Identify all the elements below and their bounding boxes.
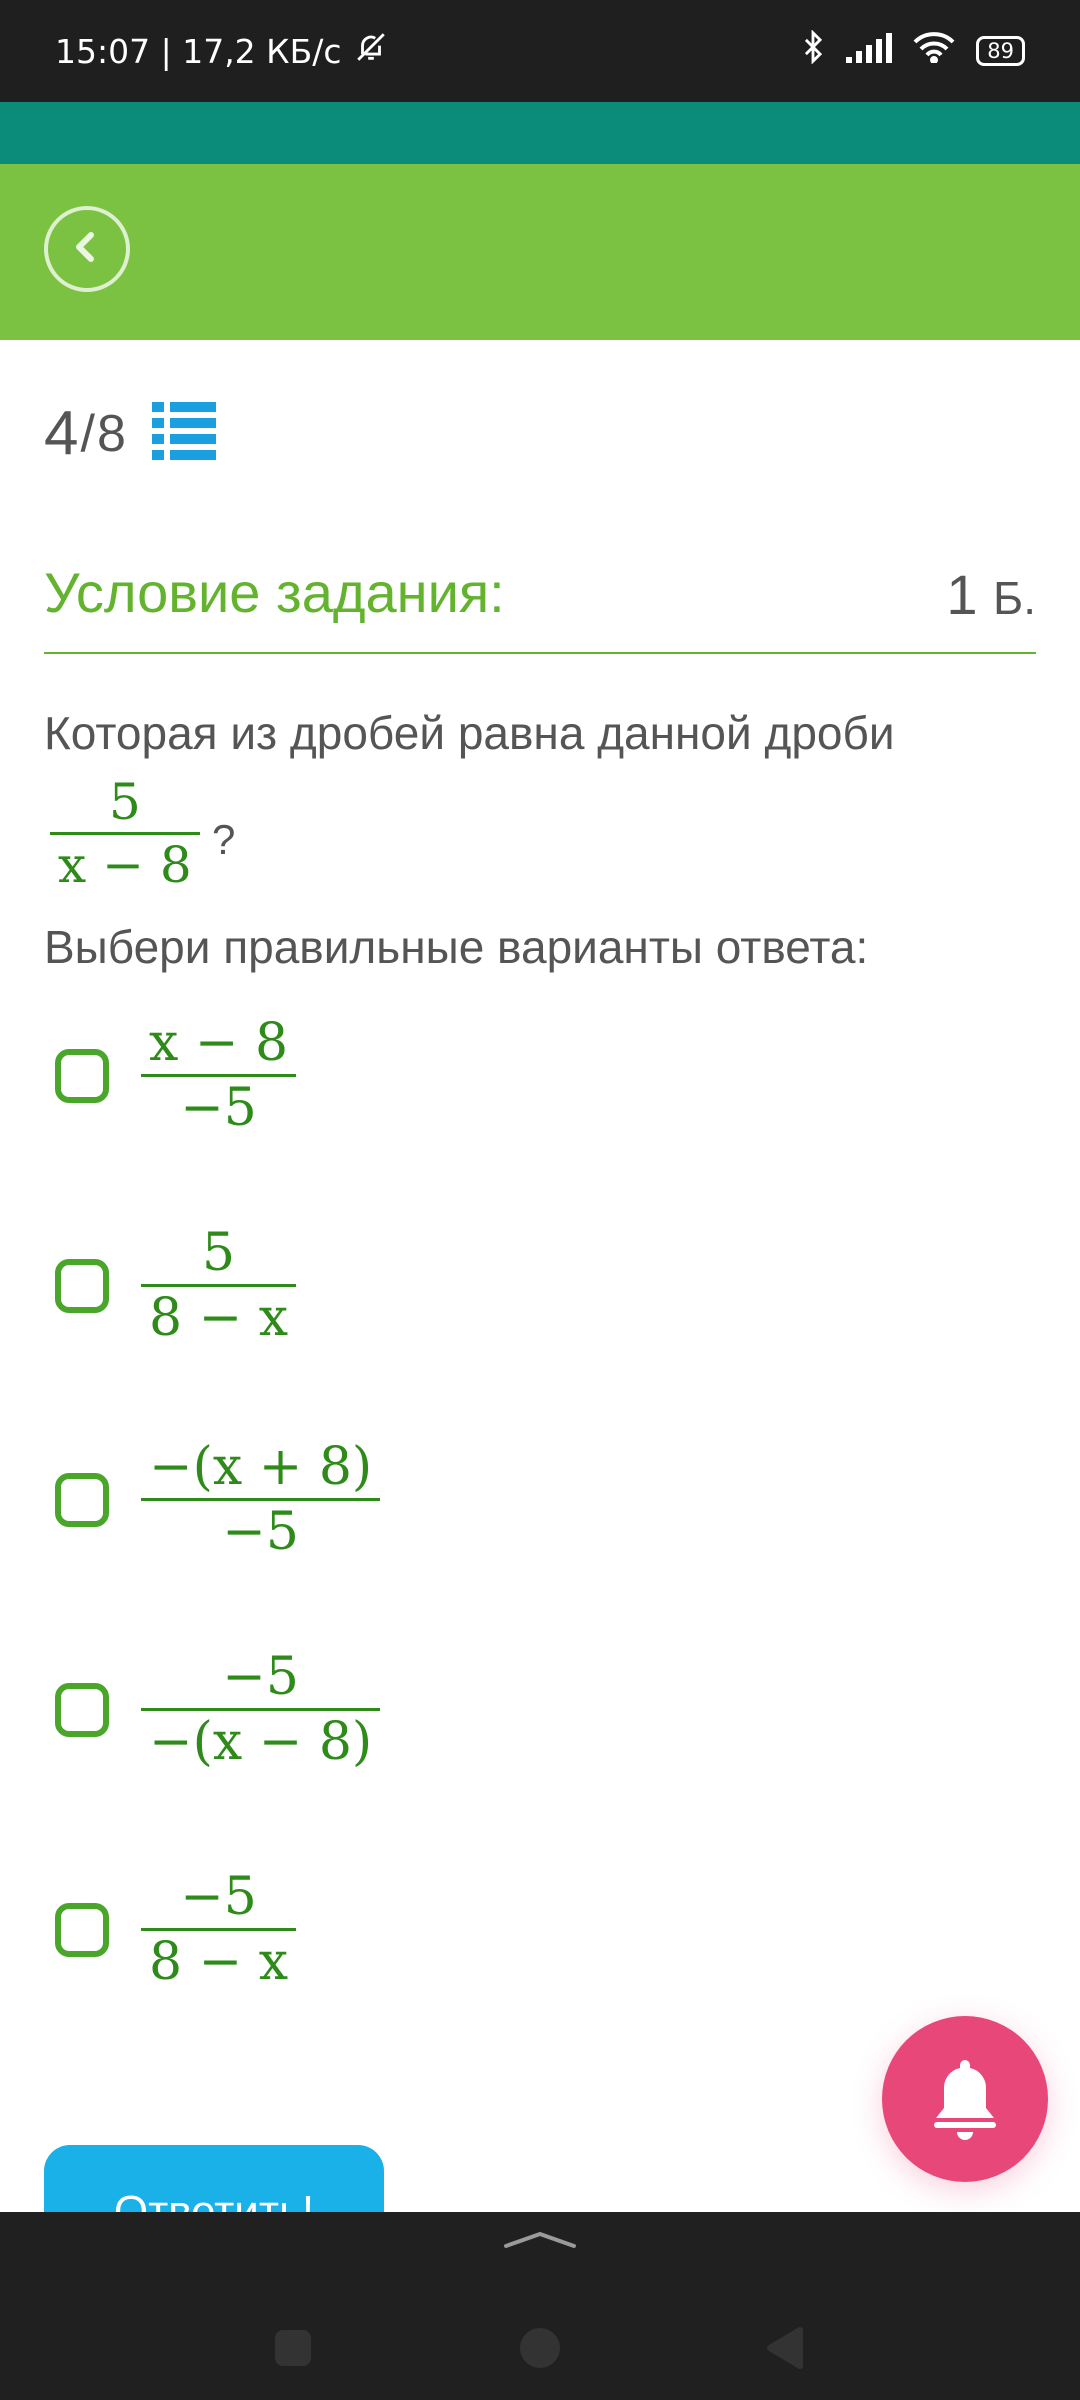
signal-icon xyxy=(846,32,892,71)
progress-current: 4 xyxy=(44,399,79,468)
checkbox[interactable] xyxy=(55,1683,109,1737)
notification-button[interactable] xyxy=(882,2016,1048,2182)
battery-icon: 89 xyxy=(976,36,1025,66)
answer-option-5[interactable] xyxy=(55,1866,296,1994)
bell-icon xyxy=(920,2052,1010,2147)
checkbox[interactable] xyxy=(55,1049,109,1103)
option-numerator: 5 xyxy=(201,1223,236,1283)
option-fraction xyxy=(141,1222,296,1350)
given-numerator: 5 xyxy=(108,773,141,831)
condition-title: Условие задания: xyxy=(44,561,505,624)
points-unit: Б. xyxy=(993,572,1036,624)
header xyxy=(0,164,1080,340)
status-time-speed: 15:07 | 17,2 КБ/с xyxy=(55,31,342,71)
option-numerator: −5 xyxy=(222,1647,299,1707)
status-bar xyxy=(0,0,1080,102)
checkbox[interactable] xyxy=(55,1473,109,1527)
answer-option-1[interactable] xyxy=(55,1012,296,1140)
checkbox[interactable] xyxy=(55,1259,109,1313)
question-text: Которая из дробей равна данной дроби xyxy=(44,707,895,759)
option-numerator: x − 8 xyxy=(149,1013,289,1073)
muted-bell-icon xyxy=(354,30,388,72)
option-fraction xyxy=(141,1646,380,1774)
instruction: Выбери правильные варианты ответа: xyxy=(44,921,869,973)
chevron-left-icon xyxy=(67,227,107,272)
back-button[interactable] xyxy=(44,206,130,292)
option-numerator: −5 xyxy=(180,1867,257,1927)
progress-separator: / xyxy=(80,404,95,463)
wifi-icon xyxy=(912,31,956,71)
home-button[interactable] xyxy=(520,2328,560,2368)
system-nav-bar xyxy=(0,2212,1080,2400)
back-nav-icon[interactable] xyxy=(764,2326,804,2375)
option-fraction xyxy=(141,1866,296,1994)
question-mark: ? xyxy=(212,816,236,863)
option-denominator: 8 − x xyxy=(149,1288,289,1349)
answer-option-2[interactable] xyxy=(55,1222,296,1350)
option-denominator: −(x − 8) xyxy=(149,1712,373,1773)
answer-option-3[interactable] xyxy=(55,1436,380,1564)
app-top-bar xyxy=(0,102,1080,164)
given-fraction xyxy=(50,772,200,895)
option-fraction xyxy=(141,1012,296,1140)
given-denominator: x − 8 xyxy=(58,836,192,894)
answer-option-4[interactable] xyxy=(55,1646,380,1774)
option-denominator: 8 − x xyxy=(149,1932,289,1993)
option-fraction xyxy=(141,1436,380,1564)
option-numerator: −(x + 8) xyxy=(149,1437,373,1497)
chevron-up-icon[interactable] xyxy=(502,2228,578,2257)
checkbox[interactable] xyxy=(55,1903,109,1957)
task-progress xyxy=(44,398,216,469)
recent-apps-button[interactable] xyxy=(275,2330,311,2366)
progress-total: 8 xyxy=(96,404,126,463)
option-denominator: −5 xyxy=(180,1078,257,1139)
task-points xyxy=(946,562,1036,627)
bluetooth-icon xyxy=(800,30,826,72)
points-value: 1 xyxy=(946,563,978,626)
divider xyxy=(44,652,1036,654)
list-icon[interactable] xyxy=(152,402,216,465)
option-denominator: −5 xyxy=(222,1502,299,1563)
